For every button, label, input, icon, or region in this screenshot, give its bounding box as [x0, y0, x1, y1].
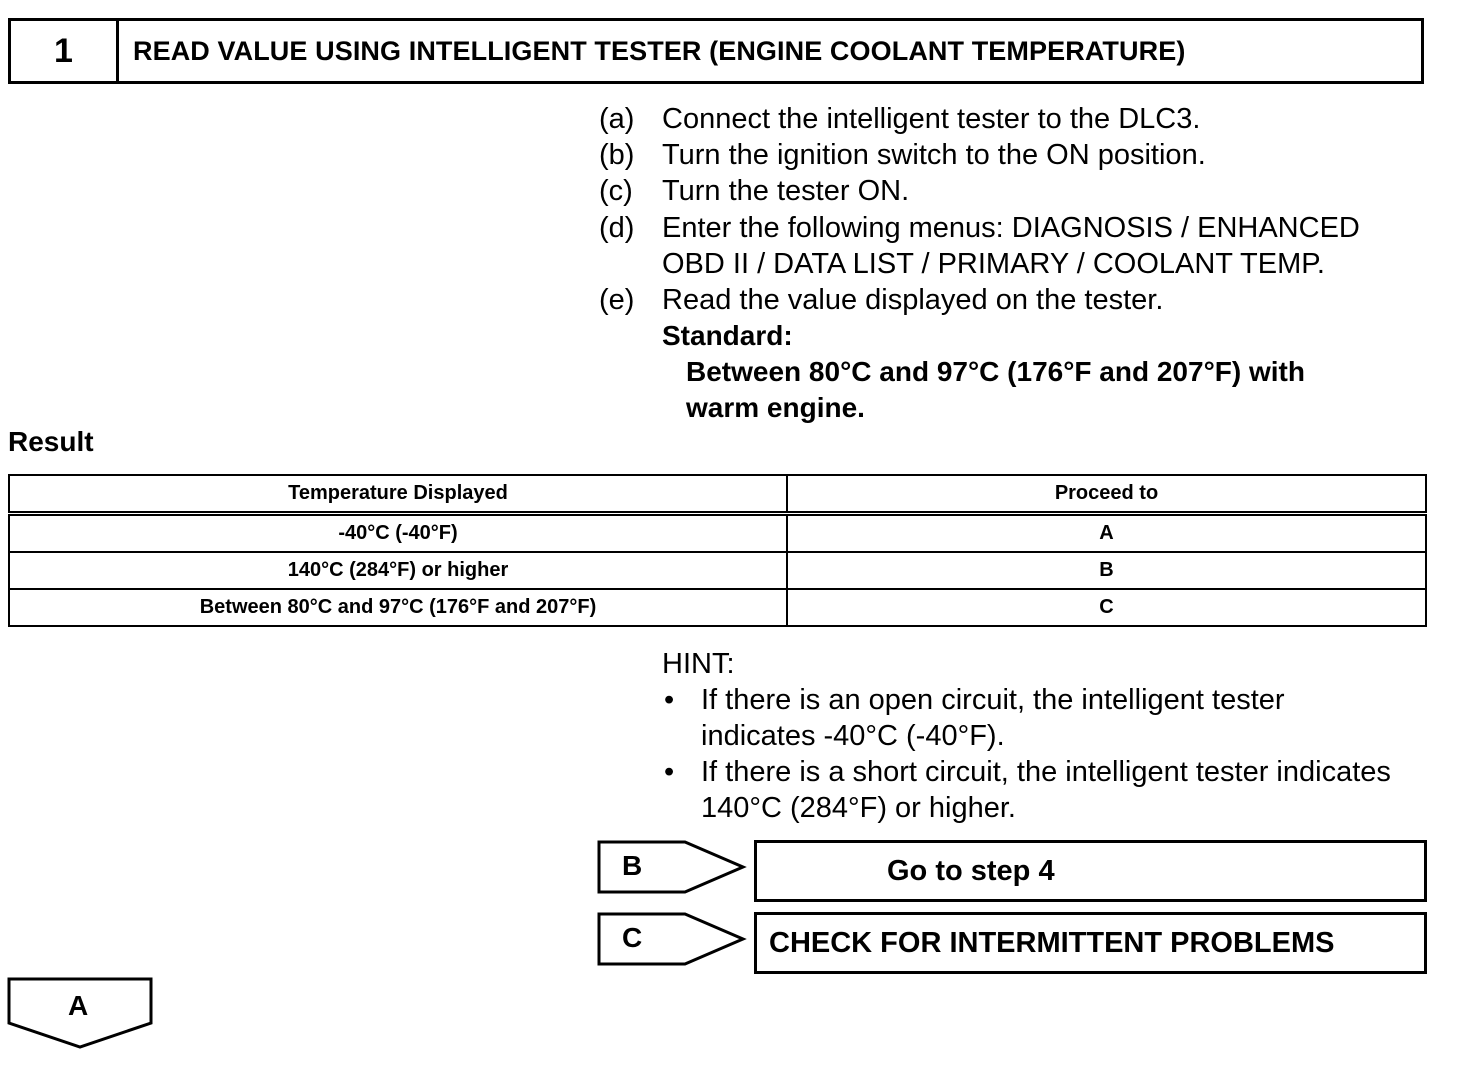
next-a-letter: A — [68, 990, 89, 1021]
table-header-temperature: Temperature Displayed — [9, 475, 787, 514]
instruction-d — [0, 210, 1472, 282]
instruction-continuation: OBD II / DATA LIST / PRIMARY / COOLANT TEMP. — [662, 248, 1325, 280]
branch-b-target[interactable]: Go to step 4 — [754, 840, 1427, 902]
table-cell-proceed: C — [787, 589, 1426, 626]
instruction-text: Read the value displayed on the tester. — [662, 284, 1164, 316]
table-header-proceed: Proceed to — [787, 475, 1426, 514]
step-number: 1 — [11, 21, 119, 81]
standard-value-line2: warm engine. — [686, 392, 865, 423]
instruction-a — [0, 101, 1472, 137]
result-label: Result — [8, 426, 94, 457]
step-header — [8, 18, 1424, 84]
instruction-text: Turn the ignition switch to the ON position. — [662, 139, 1206, 171]
bullet-icon: • — [664, 684, 675, 716]
instruction-letter: (d) — [599, 212, 635, 244]
branch-b-letter: B — [622, 850, 643, 881]
table-row — [9, 589, 1426, 626]
instruction-letter: (e) — [599, 284, 635, 316]
instruction-letter: (a) — [599, 103, 635, 135]
instruction-c — [0, 173, 1472, 209]
hint-item-line1: If there is a short circuit, the intelligent tester indicates — [701, 756, 1391, 788]
result-table — [8, 474, 1427, 627]
standard-label: Standard: — [662, 320, 793, 351]
branch-c-arrow-icon[interactable] — [597, 912, 749, 968]
branch-b-arrow-icon[interactable] — [597, 840, 749, 896]
table-row — [9, 514, 1426, 553]
instruction-e — [0, 282, 1472, 318]
table-header-row — [9, 475, 1426, 514]
instruction-text: Enter the following menus: DIAGNOSIS / ENHANCED — [662, 212, 1360, 244]
step-title: READ VALUE USING INTELLIGENT TESTER (ENGINE COOLANT TEMPERATURE) — [133, 35, 1186, 66]
hint-item-line2: 140°C (284°F) or higher. — [701, 792, 1016, 824]
instruction-text: Connect the intelligent tester to the DLC3. — [662, 103, 1201, 135]
table-cell-temperature: Between 80°C and 97°C (176°F and 207°F) — [9, 589, 787, 626]
instruction-b — [0, 137, 1472, 173]
bullet-icon: • — [664, 756, 675, 788]
hint-label: HINT: — [662, 648, 735, 680]
branch-c-letter: C — [622, 922, 643, 953]
hint-item-line2: indicates -40°C (-40°F). — [701, 720, 1005, 752]
table-cell-temperature: 140°C (284°F) or higher — [9, 552, 787, 589]
standard-value-line1: Between 80°C and 97°C (176°F and 207°F) with — [686, 356, 1305, 387]
instruction-letter: (b) — [599, 139, 635, 171]
instruction-letter: (c) — [599, 175, 633, 207]
table-cell-proceed: B — [787, 552, 1426, 589]
branch-c-target[interactable]: CHECK FOR INTERMITTENT PROBLEMS — [754, 912, 1427, 974]
hint-item-line1: If there is an open circuit, the intelligent tester — [701, 684, 1285, 716]
table-cell-temperature: -40°C (-40°F) — [9, 514, 787, 553]
instruction-text: Turn the tester ON. — [662, 175, 910, 207]
table-row — [9, 552, 1426, 589]
table-cell-proceed: A — [787, 514, 1426, 553]
